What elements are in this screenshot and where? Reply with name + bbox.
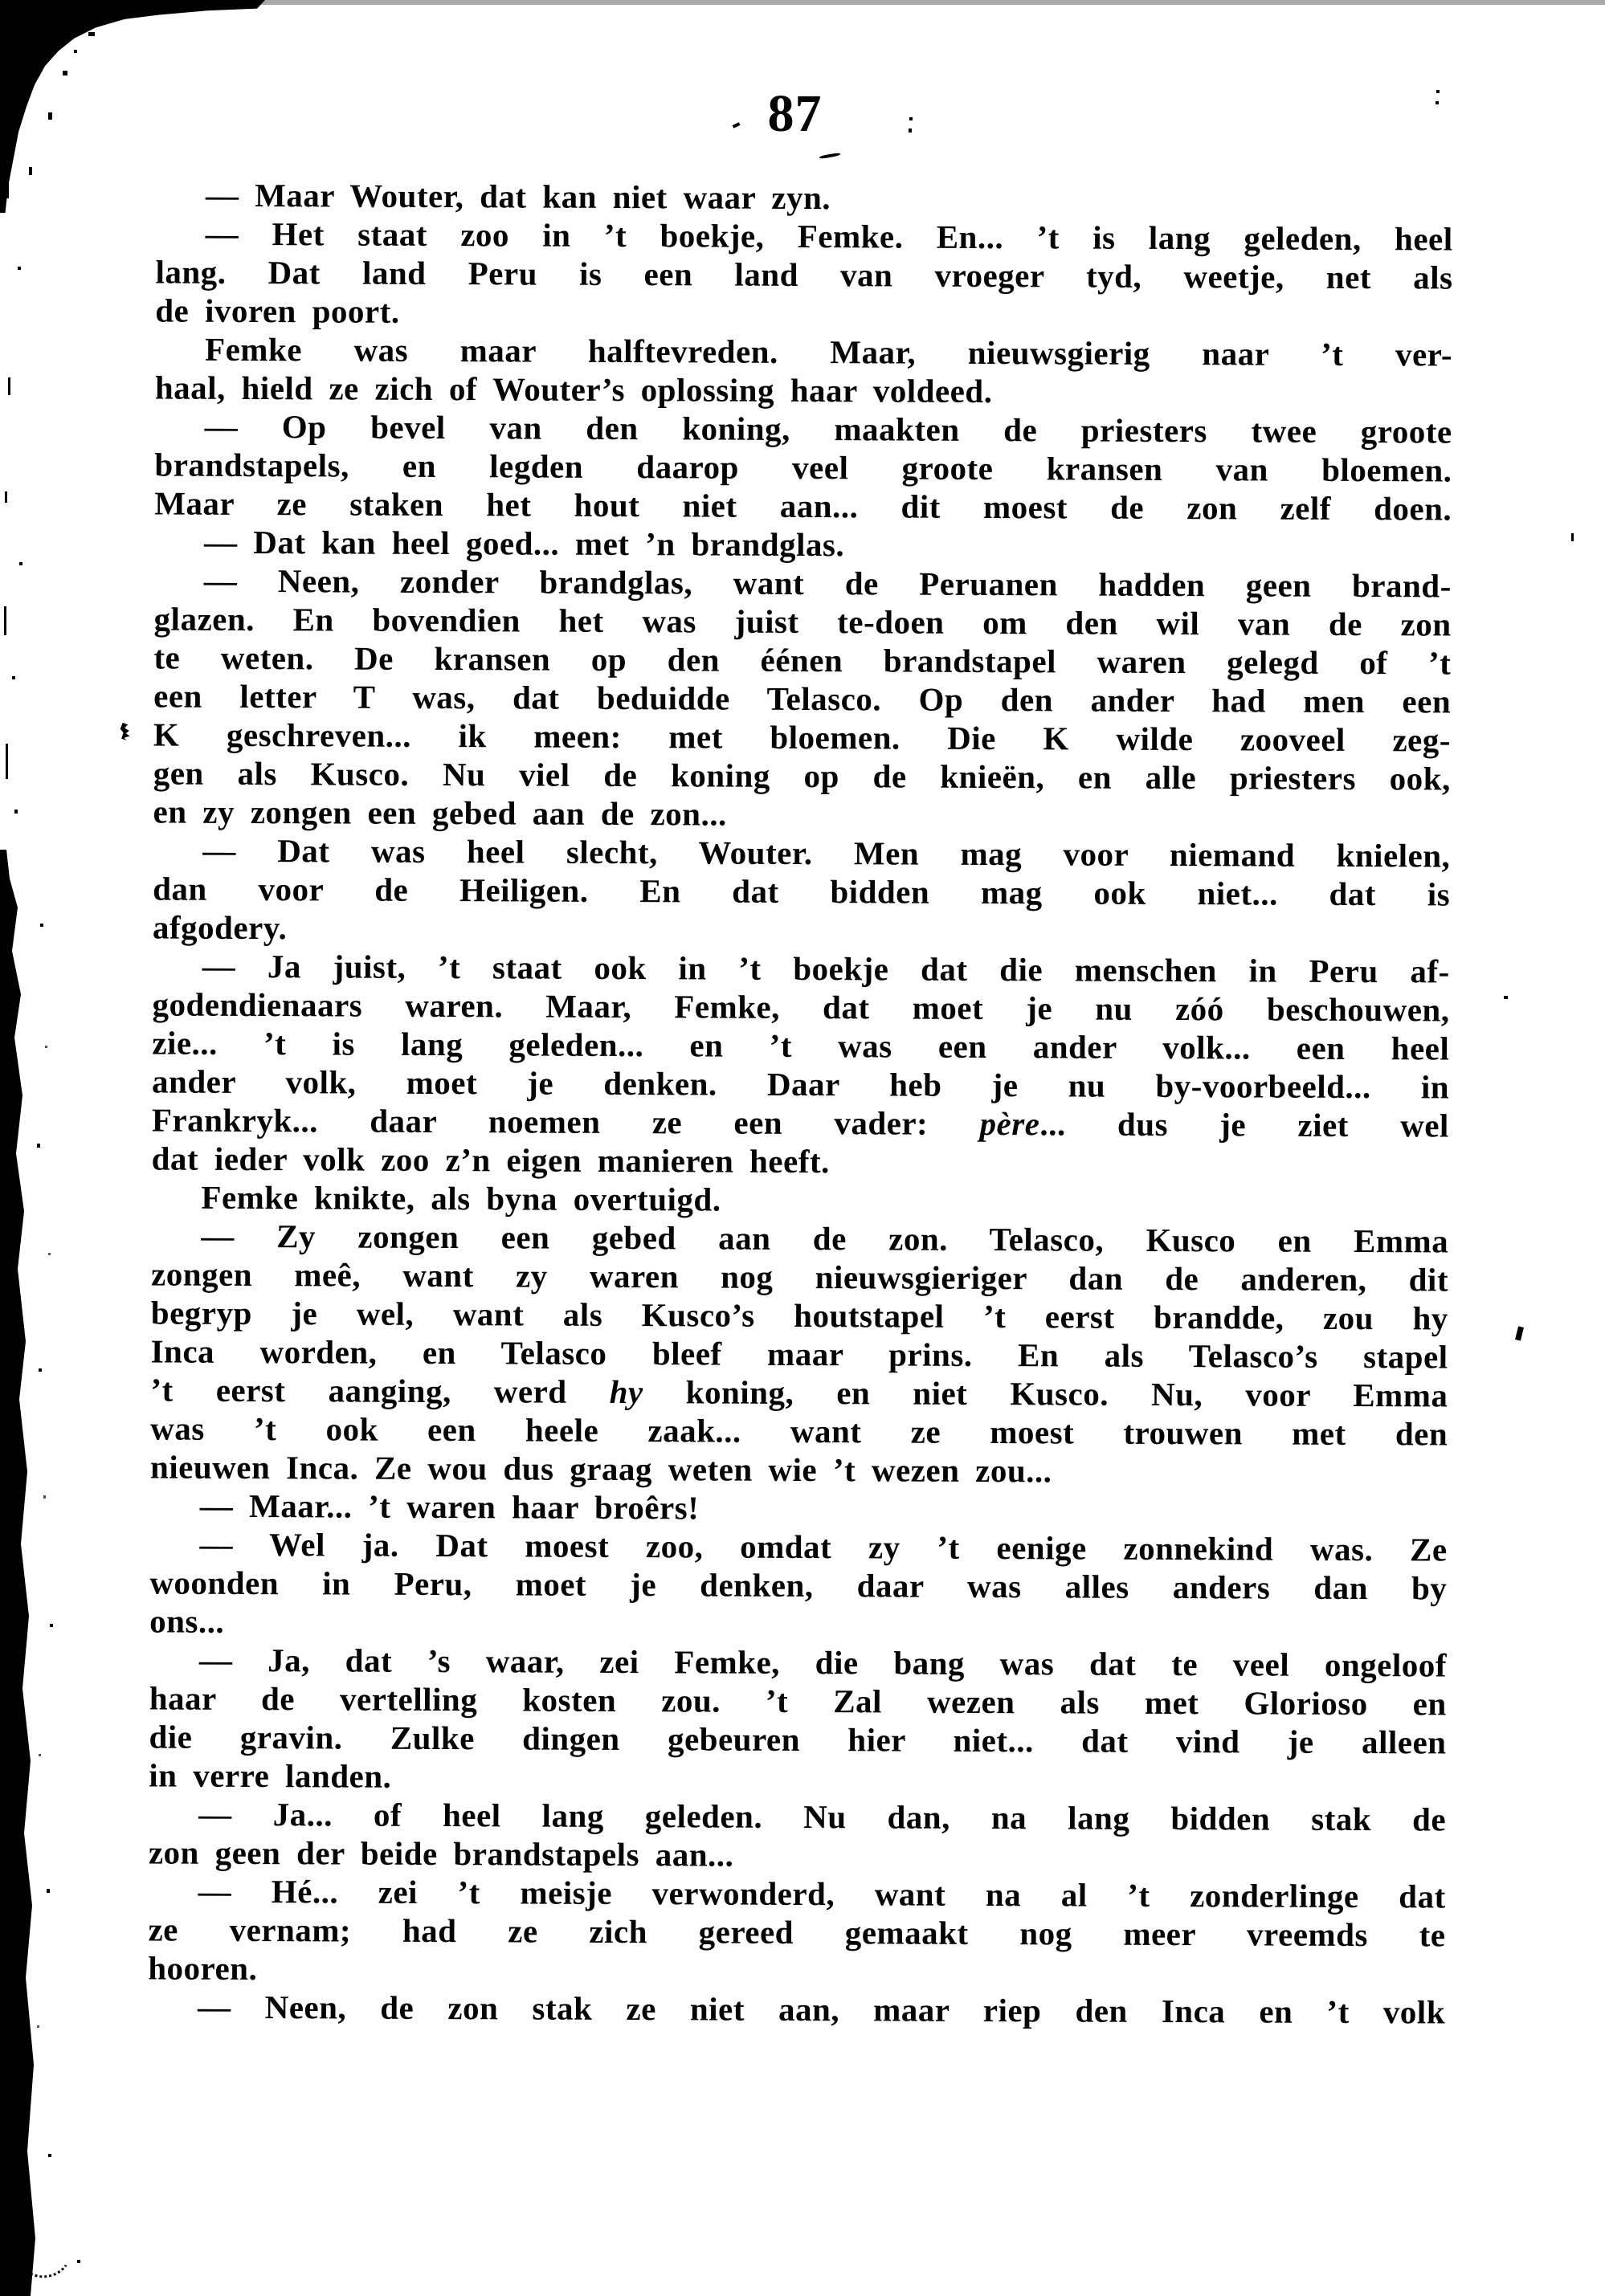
text-segment: — Wel ja. Dat moest zoo, omdat zy ’t eenige zonnekind was. Ze bbox=[199, 1525, 1448, 1568]
text-segment: een letter T was, dat beduidde Telasco. Op den ander had men een bbox=[153, 677, 1452, 720]
text-segment: en zy zongen een gebed aan de zon... bbox=[153, 793, 727, 833]
text-segment: Femke knikte, als byna overtuigd. bbox=[201, 1178, 721, 1218]
text-line bbox=[153, 676, 1451, 720]
italic-text: père bbox=[979, 1104, 1040, 1143]
text-segment: — Dat kan heel goed... met ’n brandglas. bbox=[203, 523, 845, 564]
scan-artifact-gutter-shadow bbox=[0, 850, 37, 2296]
scan-speck bbox=[43, 1495, 46, 1499]
text-line bbox=[149, 1640, 1447, 1684]
text-line bbox=[154, 561, 1452, 605]
text-line bbox=[155, 291, 1452, 335]
text-line bbox=[152, 1139, 1449, 1183]
scan-speck bbox=[12, 676, 15, 679]
text-segment: — Ja, dat ’s waar, zei Femke, die bang was dat te veel ongeloof bbox=[198, 1641, 1448, 1684]
scan-speck bbox=[47, 1889, 50, 1893]
text-segment: begryp je wel, want als Kusco’s houtstapel ’t eerst brandde, zou hy bbox=[150, 1294, 1448, 1337]
scan-speck bbox=[18, 267, 21, 270]
text-line bbox=[153, 907, 1450, 952]
text-line bbox=[149, 1601, 1447, 1646]
scan-speck bbox=[40, 924, 43, 927]
text-segment: te weten. De kransen op den éénen brandstapel waren gelegd of ’t bbox=[153, 638, 1452, 682]
text-line bbox=[149, 1563, 1447, 1607]
text-segment: Femke was maar halftevreden. Maar, nieuwsgierig naar ’t ver- bbox=[204, 330, 1453, 373]
text-line bbox=[152, 1100, 1449, 1144]
text-line bbox=[152, 1023, 1449, 1067]
text-line bbox=[152, 1062, 1449, 1106]
text-line bbox=[148, 1987, 1445, 2031]
scan-speck bbox=[63, 71, 67, 75]
text-line bbox=[149, 1717, 1446, 1761]
text-segment: — Het staat zoo in ’t boekje, Femke. En... ’t is lang geleden, heel bbox=[205, 214, 1453, 258]
scan-speck bbox=[19, 562, 22, 565]
scan-speck bbox=[37, 1144, 40, 1148]
scan-speck bbox=[819, 153, 840, 159]
scan-speck bbox=[1504, 996, 1508, 999]
scan-speck bbox=[119, 723, 132, 740]
scan-speck bbox=[39, 1368, 42, 1372]
text-line bbox=[153, 830, 1450, 875]
text-segment: — Op bevel van den koning, maakten de priesters twee groote bbox=[204, 407, 1452, 451]
text-segment: zongen meê, want zy waren nog nieuwsgieriger dan de anderen, dit bbox=[150, 1255, 1449, 1299]
text-segment: afgodery. bbox=[152, 908, 288, 947]
text-line bbox=[153, 638, 1451, 682]
text-line bbox=[149, 1794, 1446, 1838]
text-segment: dan voor de Heiligen. En dat bidden mag ook niet... dat is bbox=[153, 870, 1451, 913]
text-line bbox=[154, 599, 1452, 643]
scan-speck bbox=[45, 1046, 47, 1048]
scan-speck bbox=[1571, 533, 1574, 541]
text-segment: Inca worden, en Telasco bleef maar prins. En als Telasco’s stapel bbox=[150, 1332, 1448, 1376]
text-line bbox=[154, 483, 1452, 528]
text-line bbox=[151, 1254, 1448, 1299]
page-number: 87 bbox=[767, 84, 823, 143]
scan-speck bbox=[39, 1754, 41, 1756]
text-line bbox=[156, 214, 1453, 258]
text-segment: — Maar... ’t waren haar broêrs! bbox=[199, 1486, 700, 1527]
text-segment: Frankryk... daar noemen ze een vader: bbox=[151, 1101, 980, 1142]
text-line bbox=[151, 1293, 1448, 1337]
text-segment: godendienaars waren. Maar, Femke, dat moet je nu zóó beschouwen, bbox=[152, 985, 1450, 1029]
text-line bbox=[153, 946, 1450, 990]
text-segment: — Ja juist, ’t staat ook in ’t boekje dat die menschen in Peru af- bbox=[202, 947, 1450, 990]
text-segment: ze vernam; had ze zich gereed gemaakt nog meer vreemds te bbox=[148, 1911, 1446, 1954]
text-segment: haal, hield ze zich of Wouter’s oplossing haar voldeed. bbox=[154, 369, 993, 410]
text-line bbox=[151, 1332, 1448, 1376]
scan-speck bbox=[4, 606, 6, 635]
text-segment: Maar ze staken het hout niet aan... dit moest de zon zelf doen. bbox=[154, 484, 1452, 528]
scan-speck bbox=[5, 491, 7, 503]
text-segment: ... dus je ziet wel bbox=[1039, 1105, 1449, 1144]
scan-speck bbox=[909, 128, 912, 133]
text-segment: ’t eerst aanging, werd bbox=[150, 1371, 610, 1410]
text-segment: de ivoren poort. bbox=[155, 292, 400, 330]
text-line bbox=[150, 1409, 1448, 1453]
scan-speck bbox=[74, 50, 77, 53]
text-line bbox=[149, 1756, 1446, 1800]
text-line bbox=[150, 1486, 1448, 1530]
scan-speck bbox=[1436, 90, 1440, 93]
text-line bbox=[153, 792, 1450, 836]
text-segment: in verre landen. bbox=[149, 1756, 392, 1795]
scan-speck bbox=[29, 167, 32, 175]
text-segment: die gravin. Zulke dingen gebeuren hier niet... dat vind je alleen bbox=[149, 1718, 1447, 1761]
text-segment: brandstapels, en legden daarop veel groote kransen van bloemen. bbox=[154, 446, 1452, 489]
text-segment: hooren. bbox=[148, 1949, 258, 1988]
text-line bbox=[155, 329, 1452, 373]
text-segment: zie... ’t is lang geleden... en ’t was een ander volk... een heel bbox=[152, 1024, 1450, 1067]
scan-speck bbox=[77, 2260, 80, 2263]
scan-speck bbox=[8, 377, 10, 395]
text-segment: lang. Dat land Peru is een land van vroeger tyd, weetje, net als bbox=[155, 253, 1453, 296]
text-line bbox=[153, 869, 1450, 913]
text-segment: koning, en niet Kusco. Nu, voor Emma bbox=[643, 1373, 1448, 1414]
text-segment: glazen. En bovendien het was juist te-doen om den wil van de zon bbox=[153, 600, 1452, 643]
text-segment: — Neen, de zon stak ze niet aan, maar riep den Inca en ’t volk bbox=[197, 1988, 1446, 2031]
text-line bbox=[149, 1524, 1447, 1568]
scan-speck bbox=[909, 117, 913, 120]
text-line bbox=[148, 1948, 1445, 1992]
text-line bbox=[153, 715, 1451, 759]
text-line bbox=[149, 1678, 1447, 1723]
scan-speck bbox=[50, 1624, 53, 1627]
text-segment: nieuwen Inca. Ze wou dus graag weten wie ’t wezen zou... bbox=[149, 1448, 1052, 1490]
text-segment: — Hé... zei ’t meisje verwonderd, want na al ’t zonderlinge dat bbox=[198, 1872, 1446, 1915]
scan-speck bbox=[14, 810, 18, 814]
text-segment: — Maar Wouter, dat kan niet waar zyn. bbox=[205, 176, 831, 217]
text-line bbox=[150, 1370, 1448, 1414]
text-line bbox=[154, 445, 1452, 489]
text-line bbox=[148, 1910, 1445, 1954]
text-line bbox=[152, 985, 1449, 1029]
text-segment: K geschreven... ik meen: met bloemen. Die K wilde zooveel zeg- bbox=[153, 716, 1452, 759]
italic-text: hy bbox=[609, 1372, 643, 1411]
text-line bbox=[151, 1177, 1448, 1221]
text-segment: — Ja... of heel lang geleden. Nu dan, na lang bidden stak de bbox=[198, 1795, 1447, 1838]
text-line bbox=[156, 175, 1453, 219]
scan-speck bbox=[88, 32, 95, 36]
scan-speck bbox=[6, 744, 8, 779]
text-line bbox=[150, 1447, 1448, 1491]
scan-speck bbox=[48, 1253, 51, 1255]
text-segment: haar de vertelling kosten zou. ’t Zal wezen als met Glorioso en bbox=[149, 1679, 1447, 1723]
text-line bbox=[149, 1833, 1446, 1877]
text-block bbox=[148, 175, 1453, 2031]
text-line bbox=[155, 406, 1452, 451]
text-segment: ons... bbox=[149, 1602, 225, 1640]
scan-speck bbox=[37, 2025, 39, 2028]
text-line bbox=[155, 252, 1452, 296]
text-line bbox=[153, 753, 1451, 797]
text-segment: dat ieder volk zoo z’n eigen manieren heeft. bbox=[151, 1140, 830, 1181]
text-segment: was ’t ook een heele zaak... want ze moest trouwen met den bbox=[150, 1409, 1448, 1453]
text-line bbox=[154, 522, 1452, 566]
text-segment: — Dat was heel slecht, Wouter. Men mag voor niemand knielen, bbox=[202, 831, 1451, 875]
text-segment: — Neen, zonder brandglas, want de Peruanen hadden geen brand- bbox=[203, 561, 1452, 605]
text-segment: woonden in Peru, moet je denken, daar was alles anders dan by bbox=[149, 1564, 1448, 1607]
scan-speck bbox=[48, 2154, 51, 2157]
text-segment: zon geen der beide brandstapels aan... bbox=[148, 1833, 734, 1874]
text-line bbox=[149, 1871, 1446, 1915]
scan-speck bbox=[1436, 101, 1439, 104]
text-line bbox=[155, 368, 1452, 412]
scan-speck bbox=[1515, 1326, 1524, 1340]
text-segment: ander volk, moet je denken. Daar heb je nu by-voorbeeld... in bbox=[152, 1062, 1450, 1106]
text-segment: — Zy zongen een gebed aan de zon. Telasco, Kusco en Emma bbox=[201, 1217, 1449, 1260]
text-line bbox=[151, 1216, 1448, 1260]
scan-speck bbox=[6, 149, 9, 198]
scan-speck bbox=[48, 112, 52, 120]
text-segment: gen als Kusco. Nu viel de koning op de knieën, en alle priesters ook, bbox=[153, 754, 1451, 797]
